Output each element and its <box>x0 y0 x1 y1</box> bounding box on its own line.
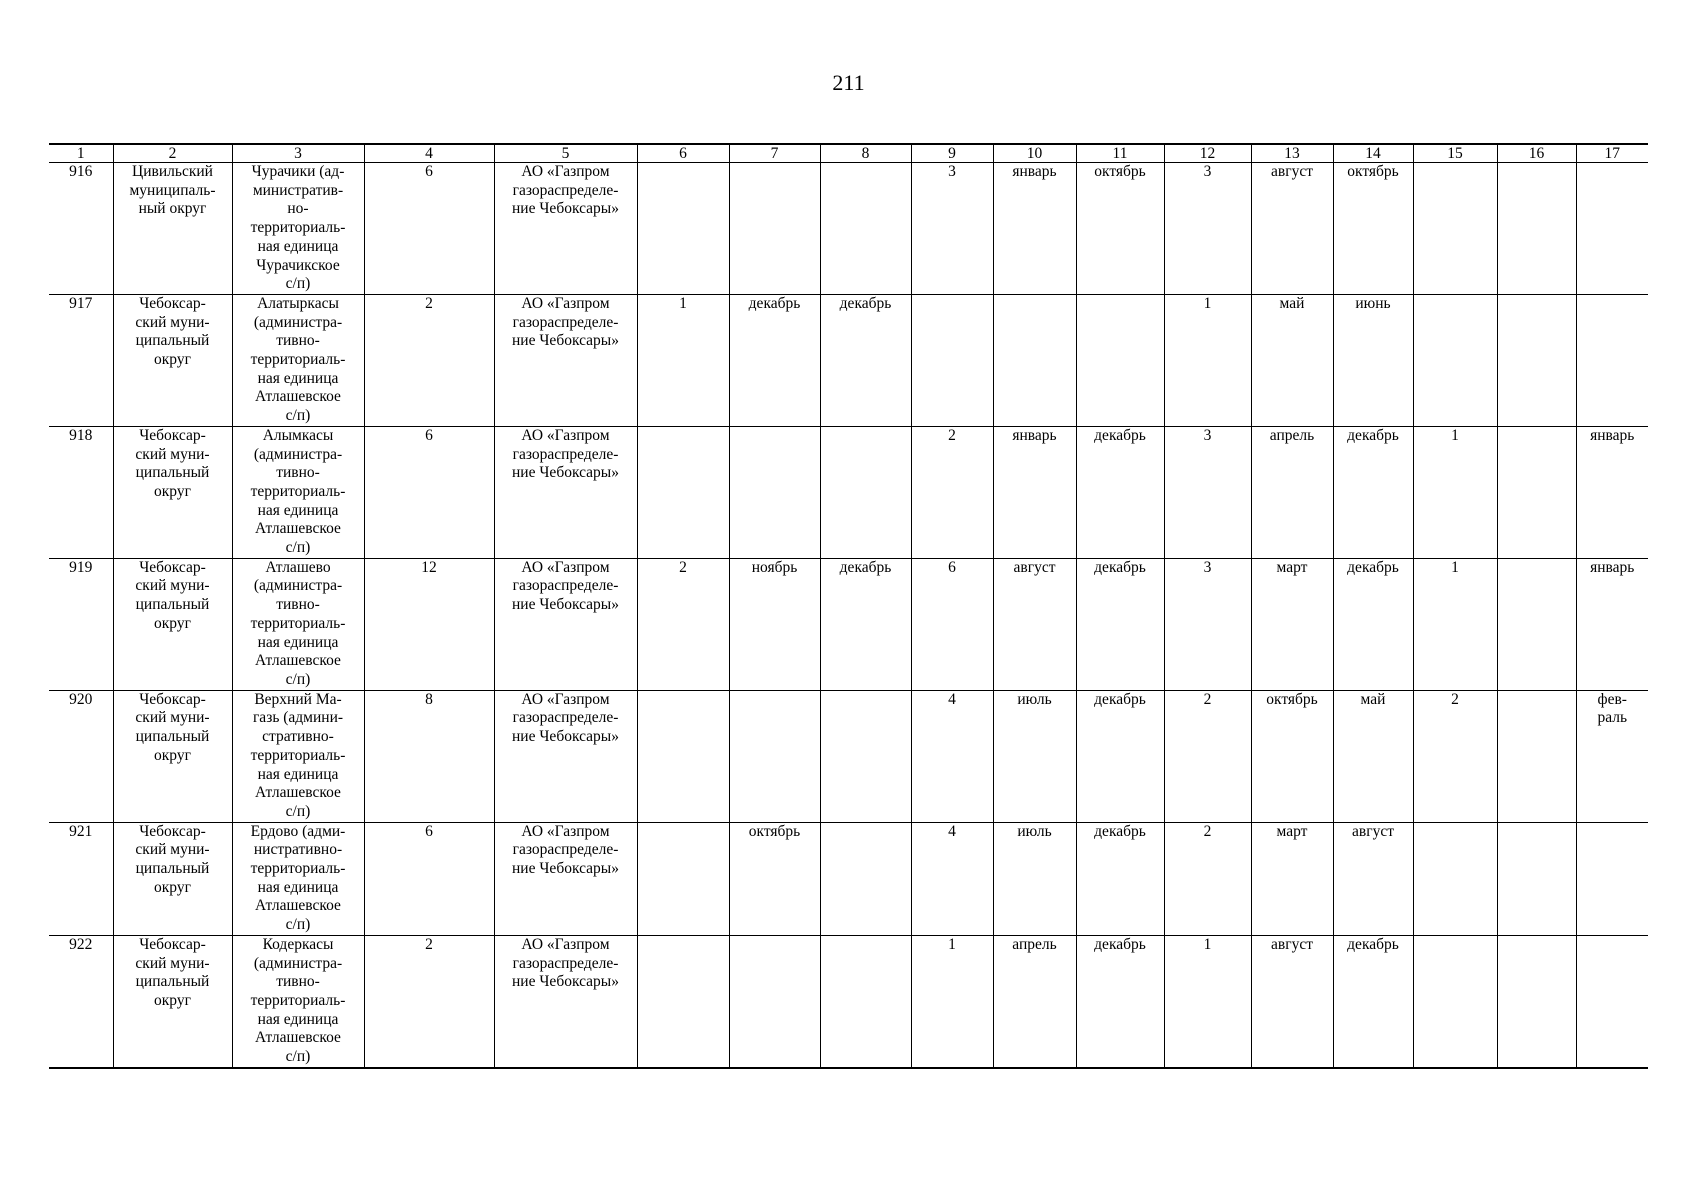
district-cell: Чебоксар- ский муни- ципальный округ <box>113 426 232 558</box>
quantity-cell: 6 <box>364 822 494 935</box>
row-number-cell: 916 <box>49 163 113 295</box>
value-cell <box>1413 294 1497 426</box>
column-header: 4 <box>364 144 494 163</box>
month-cell: декабрь <box>820 294 911 426</box>
value-cell <box>637 822 729 935</box>
quantity-cell: 6 <box>364 163 494 295</box>
month-cell <box>729 690 820 822</box>
month-cell: октябрь <box>1251 690 1333 822</box>
month-cell: октябрь <box>1333 163 1413 295</box>
month-cell: фев- раль <box>1576 690 1648 822</box>
month-cell: май <box>1251 294 1333 426</box>
district-cell: Чебоксар- ский муни- ципальный округ <box>113 294 232 426</box>
value-cell <box>1497 822 1576 935</box>
month-cell: январь <box>993 163 1076 295</box>
row-number-cell: 918 <box>49 426 113 558</box>
settlement-cell: Верхний Ма- газь (админи- стративно- территориаль- ная единица Атлашевское с/п) <box>232 690 364 822</box>
month-cell <box>993 294 1076 426</box>
value-cell <box>1497 294 1576 426</box>
column-header: 1 <box>49 144 113 163</box>
value-cell: 1 <box>1164 294 1251 426</box>
column-header: 6 <box>637 144 729 163</box>
month-cell: декабрь <box>729 294 820 426</box>
month-cell: июль <box>993 822 1076 935</box>
value-cell: 4 <box>911 822 993 935</box>
month-cell <box>820 935 911 1067</box>
table-row <box>49 426 1648 558</box>
column-header: 15 <box>1413 144 1497 163</box>
settlement-cell: Кодеркасы (администра- тивно- территориаль- ная единица Атлашевское с/п) <box>232 935 364 1067</box>
value-cell <box>1413 935 1497 1067</box>
month-cell: апрель <box>993 935 1076 1067</box>
column-header: 14 <box>1333 144 1413 163</box>
column-header: 11 <box>1076 144 1164 163</box>
column-header: 7 <box>729 144 820 163</box>
value-cell: 2 <box>1164 690 1251 822</box>
column-header: 2 <box>113 144 232 163</box>
month-cell: апрель <box>1251 426 1333 558</box>
value-cell <box>637 935 729 1067</box>
month-cell <box>1076 294 1164 426</box>
value-cell: 3 <box>1164 558 1251 690</box>
organization-cell: АО «Газпром газораспределе- ние Чебоксары» <box>494 163 637 295</box>
row-number-cell: 920 <box>49 690 113 822</box>
value-cell <box>637 163 729 295</box>
value-cell: 4 <box>911 690 993 822</box>
table-body <box>49 144 1648 1068</box>
value-cell: 3 <box>1164 163 1251 295</box>
district-cell: Чебоксар- ский муни- ципальный округ <box>113 690 232 822</box>
value-cell <box>637 690 729 822</box>
month-cell: август <box>1333 822 1413 935</box>
month-cell <box>820 822 911 935</box>
month-cell: июнь <box>1333 294 1413 426</box>
value-cell: 6 <box>911 558 993 690</box>
row-number-cell: 919 <box>49 558 113 690</box>
month-cell <box>1576 294 1648 426</box>
value-cell: 3 <box>1164 426 1251 558</box>
month-cell: август <box>1251 163 1333 295</box>
column-header: 12 <box>1164 144 1251 163</box>
month-cell <box>1576 163 1648 295</box>
value-cell: 1 <box>637 294 729 426</box>
gasification-schedule-table <box>49 143 1648 1069</box>
month-cell: декабрь <box>1076 558 1164 690</box>
table-row <box>49 935 1648 1067</box>
quantity-cell: 8 <box>364 690 494 822</box>
month-cell: июль <box>993 690 1076 822</box>
month-cell: декабрь <box>1076 690 1164 822</box>
month-cell: октябрь <box>1076 163 1164 295</box>
organization-cell: АО «Газпром газораспределе- ние Чебоксары» <box>494 822 637 935</box>
month-cell <box>729 426 820 558</box>
month-cell: декабрь <box>820 558 911 690</box>
table-row <box>49 690 1648 822</box>
value-cell: 1 <box>1413 426 1497 558</box>
table-row <box>49 558 1648 690</box>
column-header: 8 <box>820 144 911 163</box>
month-cell <box>1576 822 1648 935</box>
column-header: 13 <box>1251 144 1333 163</box>
month-cell: декабрь <box>1076 822 1164 935</box>
month-cell: декабрь <box>1333 935 1413 1067</box>
settlement-cell: Алымкасы (администра- тивно- территориаль- ная единица Атлашевское с/п) <box>232 426 364 558</box>
header-row <box>49 144 1648 163</box>
month-cell: март <box>1251 822 1333 935</box>
quantity-cell: 12 <box>364 558 494 690</box>
row-number-cell: 922 <box>49 935 113 1067</box>
table-row <box>49 822 1648 935</box>
column-header: 3 <box>232 144 364 163</box>
month-cell: декабрь <box>1076 426 1164 558</box>
district-cell: Чебоксар- ский муни- ципальный округ <box>113 558 232 690</box>
month-cell: август <box>993 558 1076 690</box>
month-cell: декабрь <box>1076 935 1164 1067</box>
row-number-cell: 917 <box>49 294 113 426</box>
value-cell: 1 <box>1164 935 1251 1067</box>
column-header: 9 <box>911 144 993 163</box>
value-cell <box>637 426 729 558</box>
district-cell: Чебоксар- ский муни- ципальный округ <box>113 822 232 935</box>
month-cell <box>1576 935 1648 1067</box>
month-cell <box>820 690 911 822</box>
table-row <box>49 294 1648 426</box>
month-cell: март <box>1251 558 1333 690</box>
value-cell <box>1497 935 1576 1067</box>
month-cell <box>729 163 820 295</box>
value-cell <box>1497 163 1576 295</box>
month-cell <box>820 426 911 558</box>
quantity-cell: 2 <box>364 935 494 1067</box>
settlement-cell: Атлашево (администра- тивно- территориаль- ная единица Атлашевское с/п) <box>232 558 364 690</box>
value-cell <box>1497 426 1576 558</box>
value-cell <box>1497 558 1576 690</box>
column-header: 5 <box>494 144 637 163</box>
settlement-cell: Алатыркасы (администра- тивно- территориаль- ная единица Атлашевское с/п) <box>232 294 364 426</box>
organization-cell: АО «Газпром газораспределе- ние Чебоксары» <box>494 558 637 690</box>
value-cell <box>1413 822 1497 935</box>
month-cell: май <box>1333 690 1413 822</box>
month-cell: январь <box>1576 426 1648 558</box>
month-cell <box>729 935 820 1067</box>
quantity-cell: 6 <box>364 426 494 558</box>
organization-cell: АО «Газпром газораспределе- ние Чебоксары» <box>494 690 637 822</box>
table-row <box>49 163 1648 295</box>
row-number-cell: 921 <box>49 822 113 935</box>
month-cell: декабрь <box>1333 558 1413 690</box>
quantity-cell: 2 <box>364 294 494 426</box>
value-cell: 2 <box>1413 690 1497 822</box>
month-cell: ноябрь <box>729 558 820 690</box>
value-cell <box>911 294 993 426</box>
value-cell: 1 <box>911 935 993 1067</box>
district-cell: Цивильский муниципаль- ный округ <box>113 163 232 295</box>
value-cell: 2 <box>1164 822 1251 935</box>
page-number: 211 <box>832 70 865 95</box>
value-cell <box>1413 163 1497 295</box>
value-cell: 2 <box>911 426 993 558</box>
district-cell: Чебоксар- ский муни- ципальный округ <box>113 935 232 1067</box>
organization-cell: АО «Газпром газораспределе- ние Чебоксары» <box>494 426 637 558</box>
month-cell: январь <box>1576 558 1648 690</box>
settlement-cell: Ердово (адми- нистративно- территориаль- ная единица Атлашевское с/п) <box>232 822 364 935</box>
month-cell: декабрь <box>1333 426 1413 558</box>
organization-cell: АО «Газпром газораспределе- ние Чебоксары» <box>494 935 637 1067</box>
column-header: 17 <box>1576 144 1648 163</box>
month-cell: октябрь <box>729 822 820 935</box>
column-header: 10 <box>993 144 1076 163</box>
month-cell <box>820 163 911 295</box>
month-cell: август <box>1251 935 1333 1067</box>
month-cell: январь <box>993 426 1076 558</box>
organization-cell: АО «Газпром газораспределе- ние Чебоксары» <box>494 294 637 426</box>
settlement-cell: Чурачики (ад- министратив- но- территориаль- ная единица Чурачикское с/п) <box>232 163 364 295</box>
column-header: 16 <box>1497 144 1576 163</box>
value-cell: 3 <box>911 163 993 295</box>
value-cell: 2 <box>637 558 729 690</box>
value-cell <box>1497 690 1576 822</box>
value-cell: 1 <box>1413 558 1497 690</box>
